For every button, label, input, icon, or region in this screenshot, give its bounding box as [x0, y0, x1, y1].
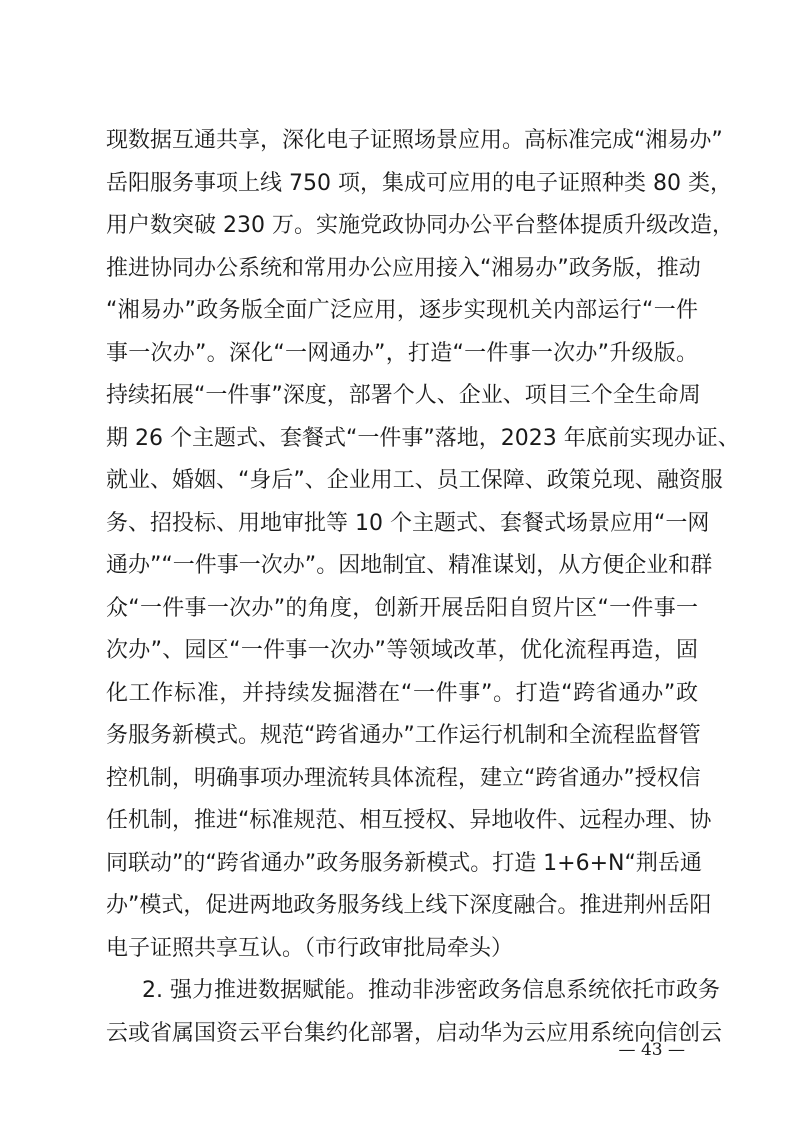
text-line: “湘易办”政务版全面广泛应用，逐步实现机关内部运行“一件	[106, 298, 698, 323]
page-number: — 43 —	[618, 1040, 685, 1060]
text-line: 云或省属国资云平台集约化部署，启动华为云应用系统向信创云	[106, 1020, 723, 1046]
text-line: 持续拓展“一件事”深度，部署个人、企业、项目三个全生命周	[106, 383, 701, 408]
body-text	[106, 125, 740, 1060]
text-line: 推进协同办公系统和常用办公应用接入“湘易办”政务版，推动	[106, 255, 701, 281]
text-line: 岳阳服务事项上线 750 项，集成可应用的电子证照种类 80 类，	[106, 170, 732, 196]
text-line: 务、招投标、用地审批等 10 个主题式、套餐式场景应用“一网	[106, 510, 710, 536]
text-line: 办”模式，促进两地政务服务线上线下深度融合。推进荆州岳阳	[106, 893, 712, 918]
text-line: 同联动”的“跨省通办”政务服务新模式。打造 1+6+N“荆岳通	[106, 850, 702, 876]
text-line: 众“一件事一次办”的角度，创新开展岳阳自贸片区“一件事一	[106, 595, 698, 621]
text-line: 用户数突破 230 万。实施党政协同办公平台整体提质升级改造，	[106, 213, 734, 238]
text-line: 化工作标准，并持续发掘潜在“一件事”。打造“跨省通办”政	[106, 680, 698, 706]
section-heading-line: 2. 强力推进数据赋能。推动非涉密政务信息系统依托市政务	[142, 978, 720, 1003]
text-line: 就业、婚姻、“身后”、企业用工、员工保障、政策兑现、融资服	[106, 468, 723, 493]
text-line: 现数据互通共享，深化电子证照场景应用。高标准完成“湘易办”	[106, 128, 723, 153]
text-line: 任机制，推进“标准规范、相互授权、异地收件、远程办理、协	[106, 808, 712, 833]
text-line: 控机制，明确事项办理流转具体流程，建立“跨省通办”授权信	[106, 765, 701, 791]
text-line: 电子证照共享互认。（市行政审批局牵头）	[106, 935, 514, 961]
text-line: 次办”、园区“一件事一次办”等领域改革，优化流程再造，固	[106, 638, 698, 663]
text-line: 通办”“一件事一次办”。因地制宜、精准谋划，从方便企业和群	[106, 553, 713, 578]
text-line: 事一次办”。深化“一网通办”，打造“一件事一次办”升级版。	[106, 340, 698, 366]
text-line: 务服务新模式。规范“跨省通办”工作运行机制和全流程监督管	[106, 723, 701, 748]
text-line: 期 26 个主题式、套餐式“一件事”落地，2023 年底前实现办证、	[106, 425, 740, 451]
